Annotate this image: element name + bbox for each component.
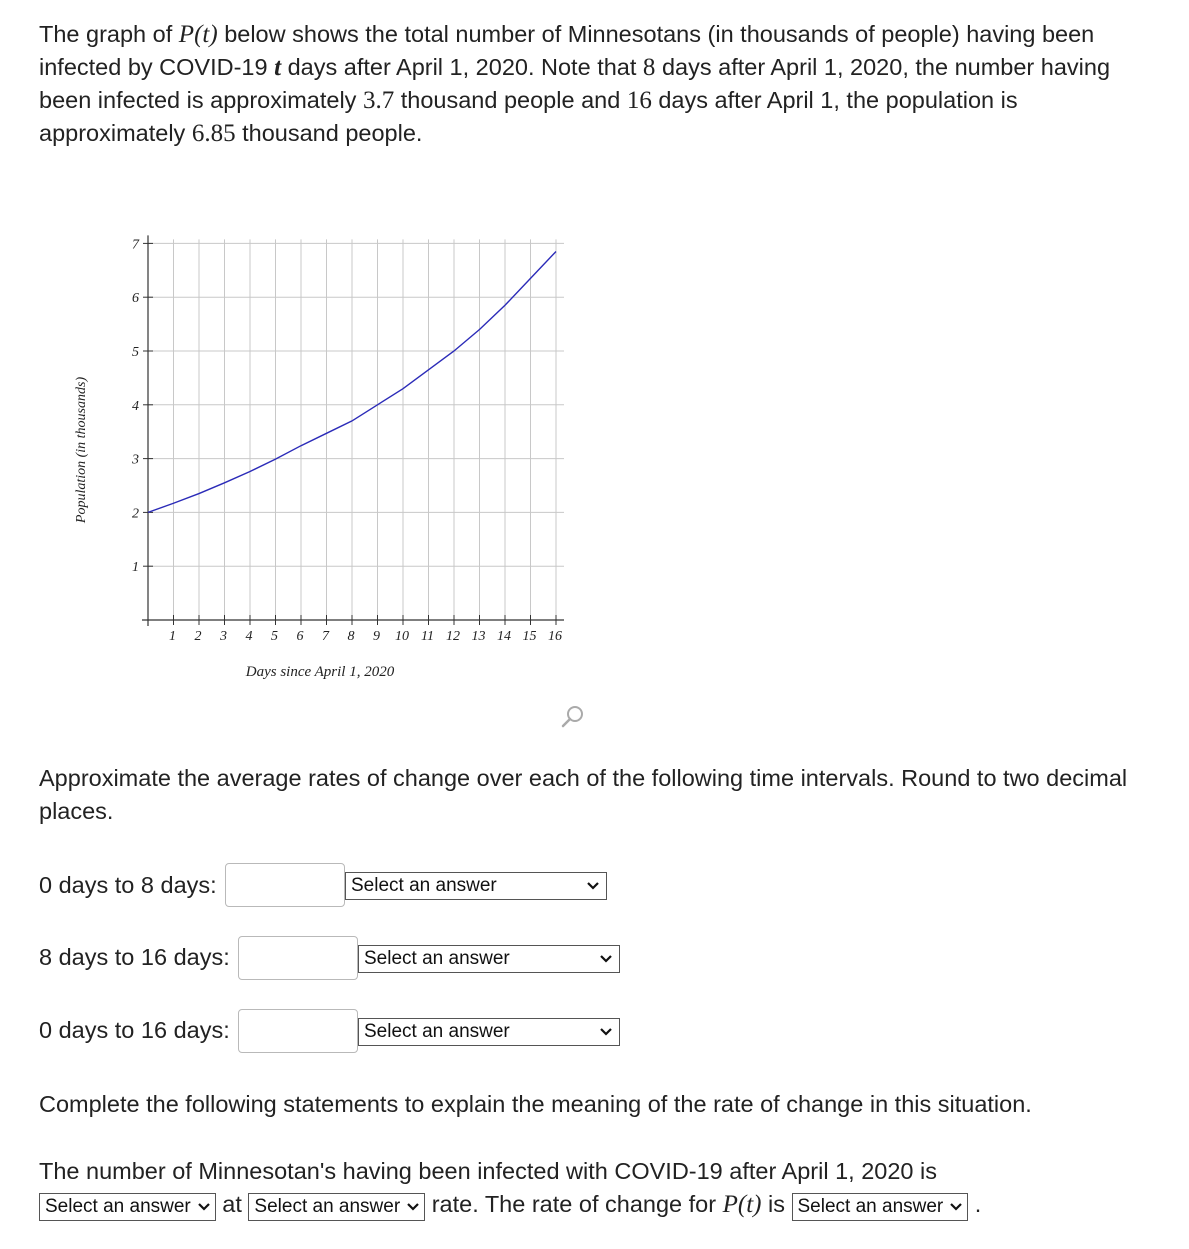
select-label: Select an answer	[254, 1196, 401, 1217]
population-graph	[60, 228, 660, 708]
x-tick-label: 2	[194, 629, 202, 644]
intro-text-5: thousand people and	[394, 87, 627, 113]
chevron-down-icon	[586, 873, 600, 907]
row-label-8-16: 8 days to 16 days:	[39, 944, 230, 970]
rate-statement	[39, 1155, 1159, 1221]
chevron-down-icon	[406, 1194, 420, 1228]
x-tick-label: 10	[395, 629, 409, 644]
x-tick-label: 8	[347, 629, 355, 644]
x-tick-label: 16	[548, 629, 562, 644]
value-3-7: 3.7	[362, 87, 395, 114]
intro-text-4: days after April 1, 2020, the number having been infected is approximately	[39, 54, 1111, 113]
value-16-days: 16	[626, 87, 652, 114]
x-tick-label: 11	[421, 629, 434, 644]
answer-input-0-8[interactable]	[225, 863, 345, 907]
select-label: Select an answer	[45, 1196, 191, 1217]
x-tick-label: 13	[471, 629, 486, 644]
select-label: Select an answer	[351, 875, 497, 896]
x-tick-label: 1	[169, 629, 176, 644]
chevron-down-icon	[949, 1194, 963, 1228]
trend-select[interactable]	[39, 1193, 216, 1221]
units-select-0-8[interactable]	[345, 872, 607, 900]
select-label: Select an answer	[797, 1196, 944, 1217]
row-label-0-16: 0 days to 16 days:	[39, 1017, 230, 1043]
intro-text-6: days after April 1, the population is approximately	[39, 87, 1018, 146]
statement-text-4: is	[761, 1191, 792, 1217]
x-axis-label: Days since April 1, 2020	[245, 664, 395, 680]
rate-type-select[interactable]	[248, 1193, 425, 1221]
intro-text-1: The graph of	[39, 21, 179, 47]
approximate-instruction: Approximate the average rates of change over each of the following time intervals. Round to two decimal places.	[39, 765, 1128, 824]
x-tick-label: 5	[271, 629, 278, 644]
chart-axes	[142, 235, 564, 626]
statement-text-3: rate. The rate of change for	[425, 1191, 723, 1217]
select-label: Select an answer	[364, 1021, 510, 1042]
intro-paragraph	[39, 18, 1149, 150]
answer-input-8-16[interactable]	[238, 936, 358, 980]
value-6-85: 6.85	[191, 120, 236, 147]
x-tick-label: 7	[322, 629, 329, 644]
value-8-days: 8	[642, 54, 656, 81]
function-name: P(t)	[178, 21, 218, 48]
intro-text-3: days after April 1, 2020. Note that	[281, 54, 643, 80]
magnifier-icon[interactable]	[560, 704, 586, 730]
row-label-0-8: 0 days to 8 days:	[39, 872, 217, 898]
chevron-down-icon	[599, 1019, 613, 1053]
x-tick-label: 12	[446, 629, 460, 644]
intro-text-2: below shows the total number of Minnesotans (in thousands of people) having been infected by COVID-19	[39, 21, 1095, 80]
select-label: Select an answer	[364, 948, 510, 969]
x-tick-label: 3	[220, 629, 227, 644]
x-tick-label: 6	[296, 629, 304, 644]
chart-ticks	[131, 237, 562, 644]
y-tick-label: 6	[132, 291, 139, 307]
y-tick-label: 5	[132, 345, 139, 360]
sign-select[interactable]	[792, 1193, 969, 1221]
y-tick-label: 1	[132, 560, 139, 576]
y-axis-label: Population (in thousands)	[74, 376, 89, 524]
intro-text-7: thousand people.	[235, 120, 423, 146]
x-tick-label: 9	[373, 629, 380, 644]
x-tick-label: 4	[245, 629, 253, 644]
function-name: P(t)	[722, 1191, 762, 1218]
y-tick-label: 3	[132, 452, 139, 468]
variable-t: t	[274, 54, 282, 81]
units-select-8-16[interactable]	[358, 945, 620, 973]
answer-input-0-16[interactable]	[238, 1009, 358, 1053]
statement-text-1: The number of Minnesotan's having been infected with COVID-19 after April 1, 2020 is	[39, 1158, 937, 1184]
chart-grid	[148, 239, 564, 620]
complete-instruction: Complete the following statements to explain the meaning of the rate of change in this situation.	[39, 1091, 1032, 1117]
y-tick-label: 2	[132, 506, 139, 522]
y-tick-label: 4	[132, 398, 139, 414]
statement-text-5: .	[968, 1191, 982, 1217]
x-tick-label: 14	[497, 629, 511, 644]
y-tick-label: 7	[132, 237, 139, 253]
chevron-down-icon	[197, 1194, 211, 1228]
x-tick-label: 15	[522, 629, 537, 644]
chevron-down-icon	[599, 946, 613, 980]
statement-text-2: at	[215, 1191, 249, 1217]
units-select-0-16[interactable]	[358, 1018, 620, 1046]
